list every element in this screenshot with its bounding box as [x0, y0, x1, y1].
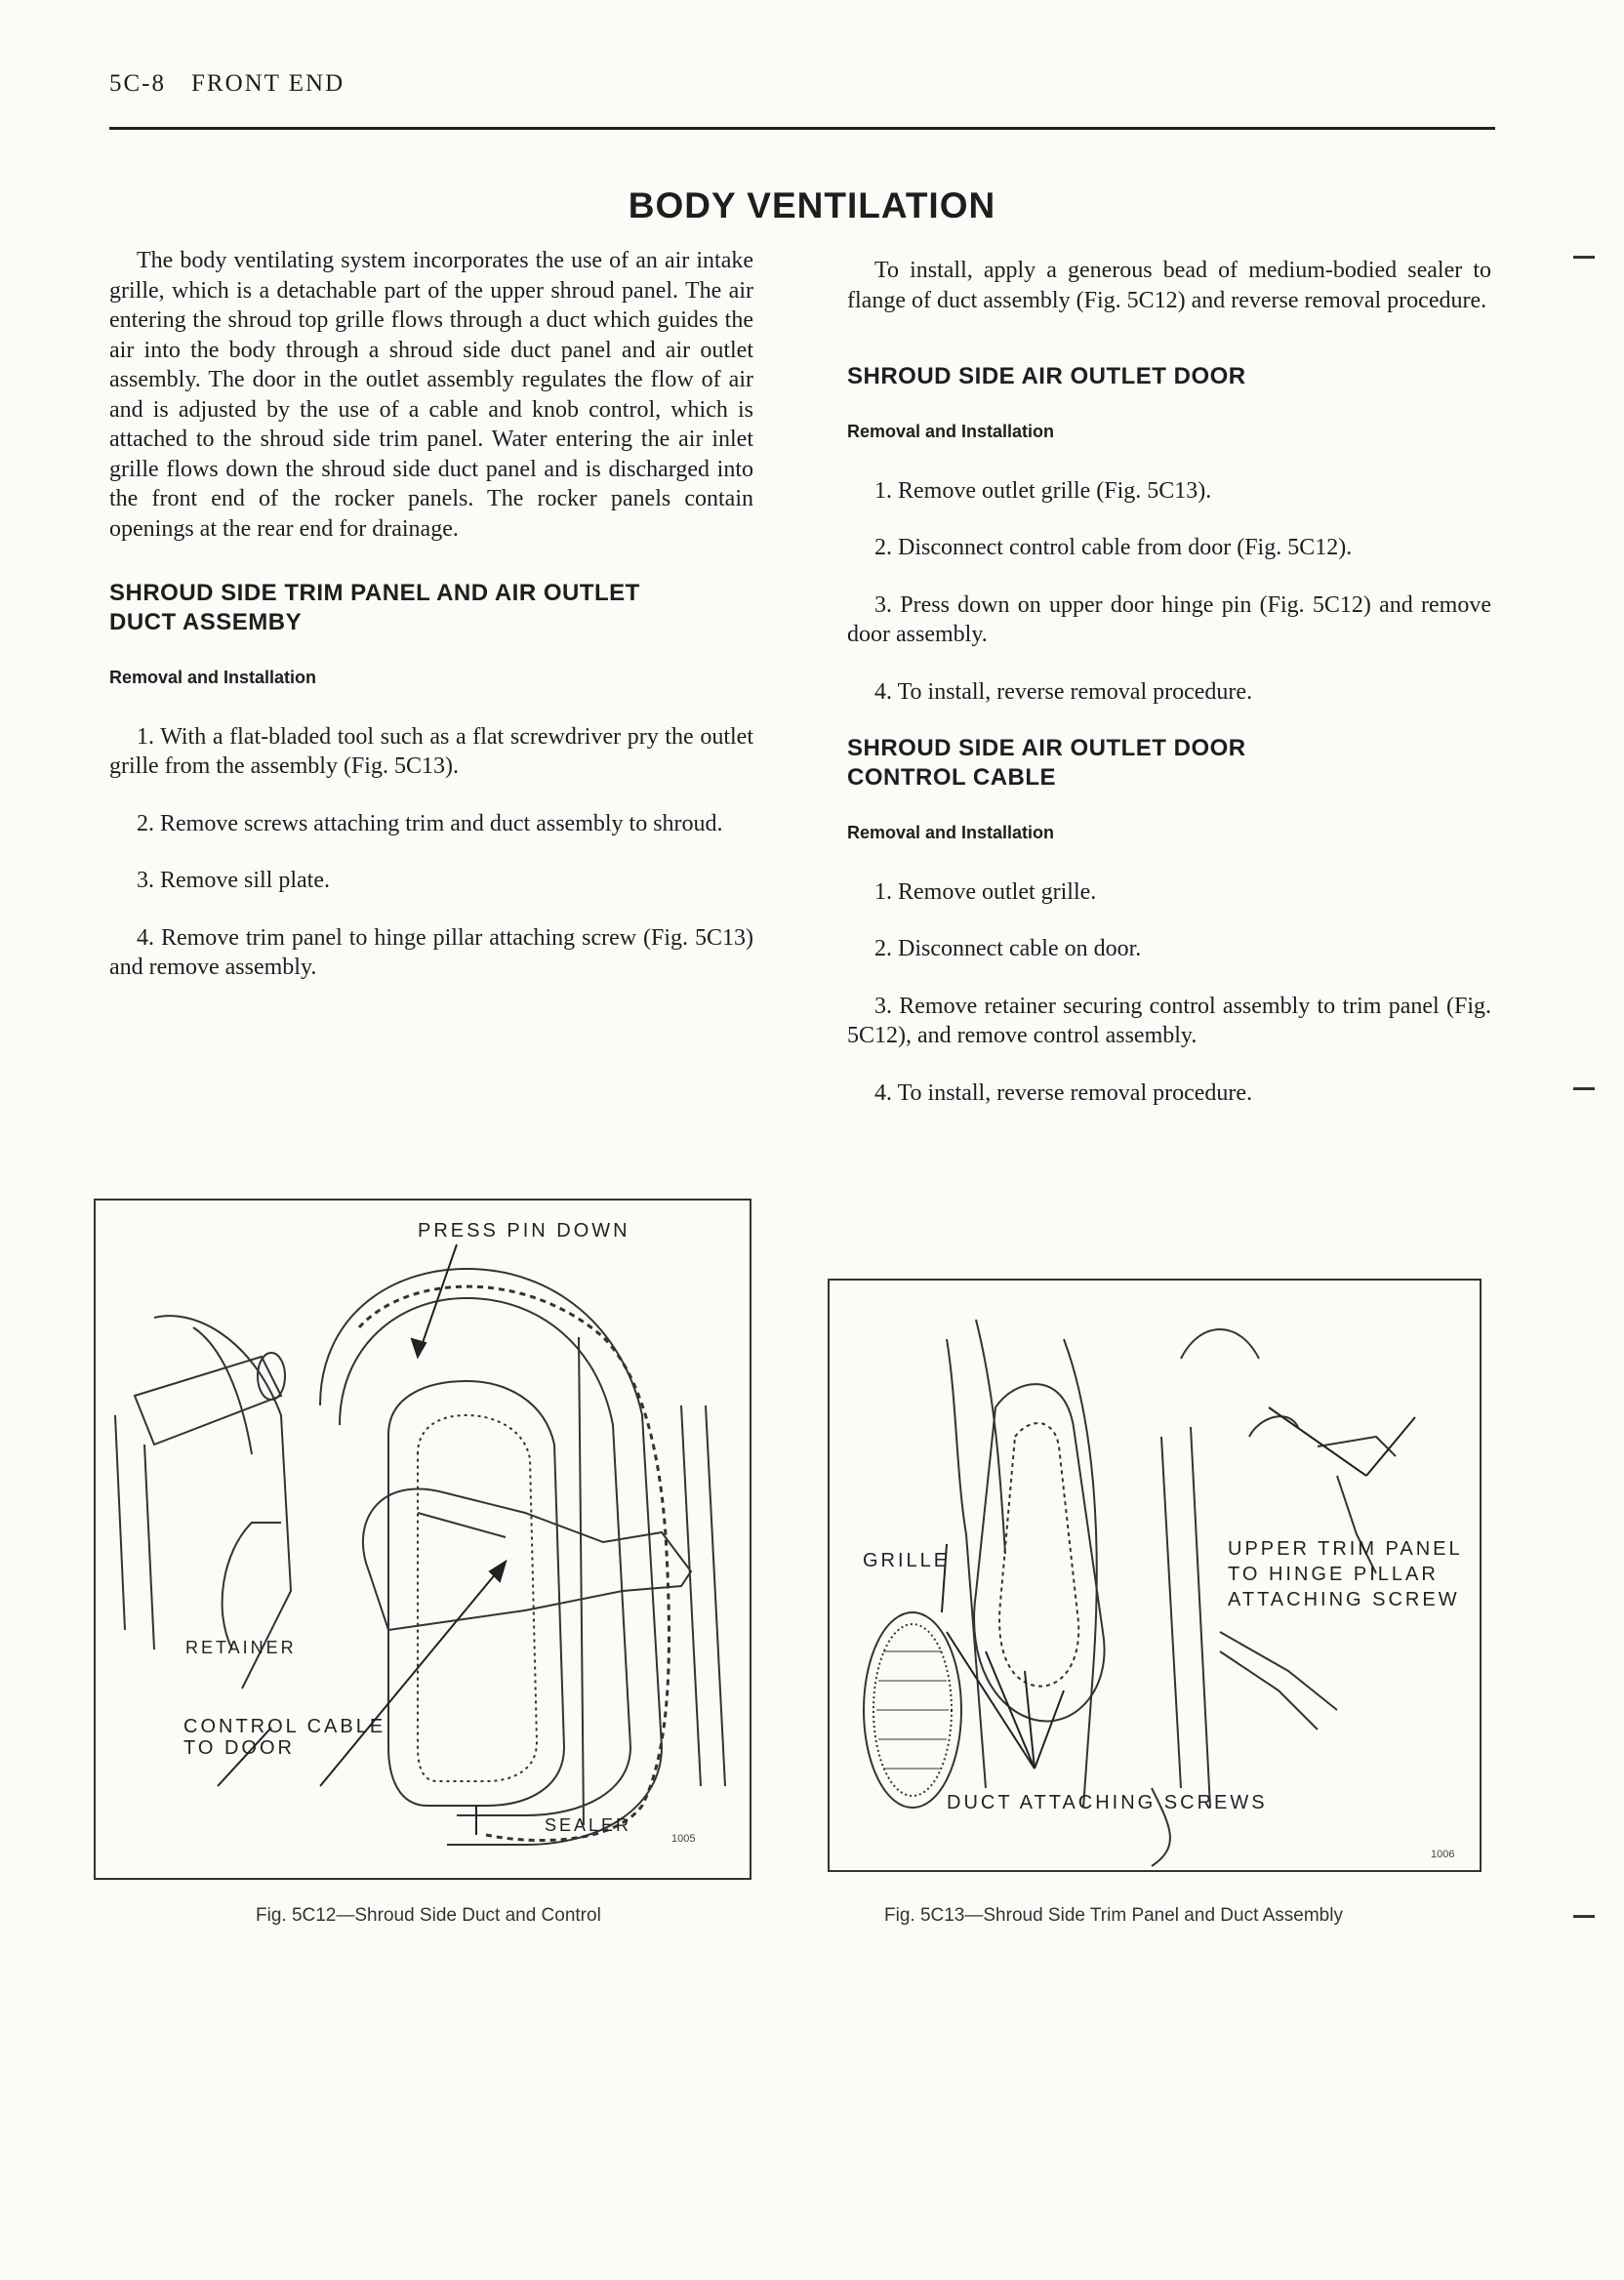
header-rule	[109, 127, 1495, 130]
step-3: 3. Remove retainer securing control assembly to trim panel (Fig. 5C12), and remove control assembly.	[847, 993, 1491, 1048]
page-header	[109, 70, 345, 98]
install-paragraph: To install, apply a generous bead of medium-bodied sealer to flange of duct assembly (Fig. 5C12) and reverse removal procedure.	[847, 258, 1491, 313]
step-2: 2. Disconnect control cable from door (Fig. 5C12).	[874, 535, 1353, 560]
step-3: 3. Press down on upper door hinge pin (Fig. 5C12) and remove door assembly.	[847, 591, 1491, 647]
step-1: 1. Remove outlet grille.	[874, 878, 1097, 905]
figure-number: 1005	[671, 1833, 696, 1845]
duct-control-illustration	[96, 1201, 750, 1878]
figure-5c12	[94, 1199, 751, 1880]
subheading-removal: Removal and Installation	[109, 668, 317, 687]
section-name: FRONT END	[191, 70, 345, 97]
step-1: 1. Remove outlet grille (Fig. 5C13).	[874, 477, 1212, 504]
step-3: 3. Remove sill plate.	[137, 868, 330, 893]
figure-5c13	[828, 1279, 1482, 1872]
section-heading-trim-panel: SHROUD SIDE TRIM PANEL AND AIR OUTLET DUCT ASSEMBY	[109, 580, 640, 635]
label-control-cable: CONTROL CABLE TO DOOR	[183, 1716, 386, 1759]
subheading-removal: Removal and Installation	[847, 823, 1055, 842]
margin-mark	[1573, 1087, 1595, 1090]
figure-5c12-caption: Fig. 5C12—Shroud Side Duct and Control	[256, 1905, 601, 1926]
page-title: BODY VENTILATION	[628, 185, 996, 225]
label-sealer: SEALER	[545, 1815, 632, 1835]
margin-mark	[1573, 1915, 1595, 1918]
step-2: 2. Disconnect cable on door.	[874, 936, 1142, 961]
step-4: 4. Remove trim panel to hinge pillar attaching screw (Fig. 5C13) and remove assembly.	[109, 924, 753, 980]
label-duct-attaching-screws: DUCT ATTACHING SCREWS	[947, 1792, 1268, 1813]
step-2: 2. Remove screws attaching trim and duct assembly to shroud.	[137, 810, 723, 836]
label-upper-trim-panel: UPPER TRIM PANEL TO HINGE PILLAR ATTACHING SCREW	[1228, 1538, 1463, 1610]
margin-mark	[1573, 256, 1595, 259]
section-heading-control-cable: SHROUD SIDE AIR OUTLET DOOR CONTROL CABLE	[847, 735, 1246, 791]
page-number: 5C-8	[109, 70, 166, 97]
label-retainer: RETAINER	[185, 1638, 297, 1657]
step-1: 1. With a flat-bladed tool such as a flat screwdriver pry the outlet grille from the assembly (Fig. 5C13).	[109, 723, 753, 779]
left-column	[109, 246, 753, 1010]
intro-paragraph: The body ventilating system incorporates the use of an air intake grille, which is a detachable part of the upper shroud panel. The air entering the shroud top grille flows through a duct which guides the air into the body through a shroud side duct panel and air outlet assembly. The door in the outlet assembly regulates the flow of air and is adjusted by the use of a cable and knob control, which is attached to the shroud side trim panel. Water entering the air inlet grille flows down the shroud side duct panel and is discharged into the front end of the rocker panels. The rocker panels contain openings at the rear end for drainage.	[109, 248, 753, 542]
figure-number: 1006	[1431, 1849, 1455, 1860]
section-heading-outlet-door: SHROUD SIDE AIR OUTLET DOOR	[847, 363, 1246, 389]
step-4: 4. To install, reverse removal procedure.	[874, 678, 1253, 705]
right-column	[847, 256, 1491, 1135]
step-4: 4. To install, reverse removal procedure.	[874, 1079, 1253, 1106]
figure-5c13-caption: Fig. 5C13—Shroud Side Trim Panel and Duct Assembly	[884, 1905, 1343, 1926]
subheading-removal: Removal and Installation	[847, 422, 1055, 441]
label-press-pin-down: PRESS PIN DOWN	[418, 1220, 630, 1242]
label-grille: GRILLE	[863, 1550, 951, 1571]
